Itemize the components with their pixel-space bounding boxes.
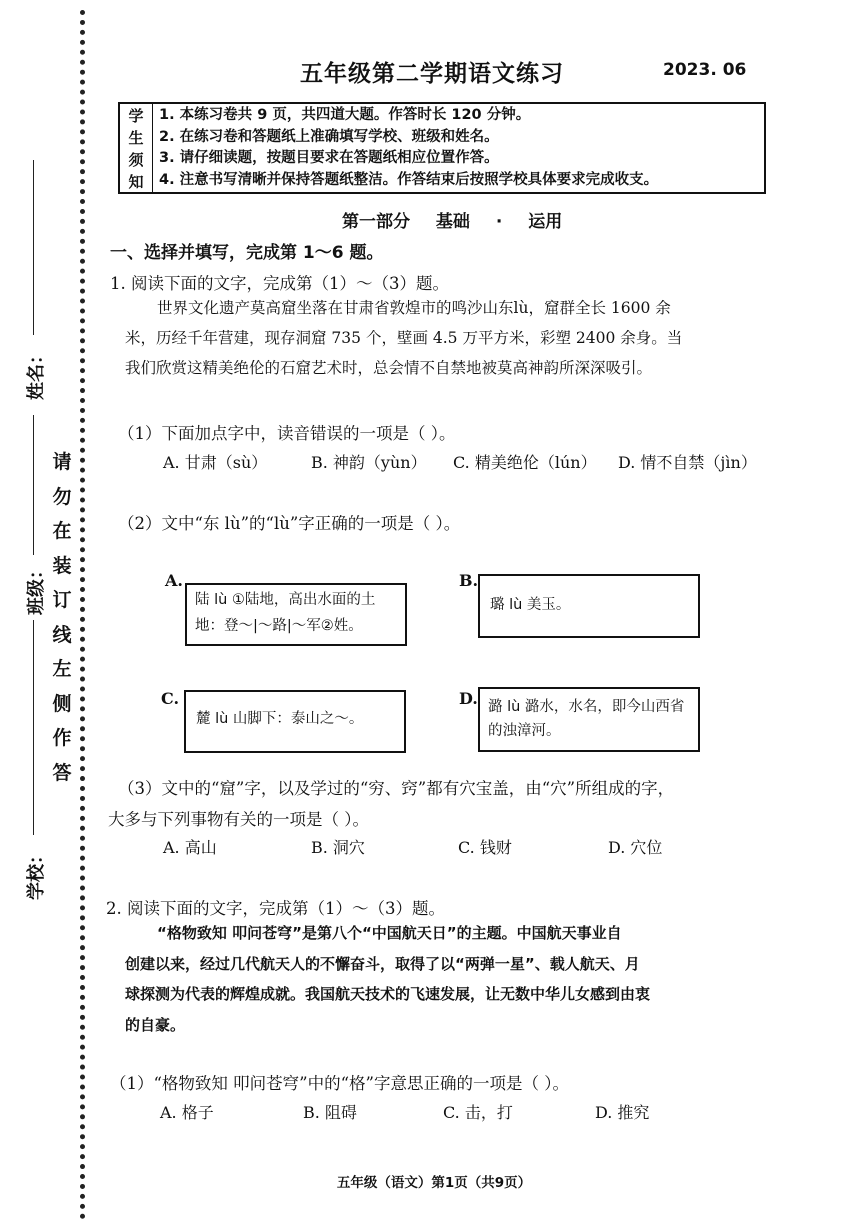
- box-d-text: 潞 lù 潞水，水名，即今山西省的浊漳河。: [488, 699, 685, 739]
- warning-char: 侧: [52, 692, 72, 715]
- page-footer: 五年级（语文）第1页（共9页）: [336, 1175, 532, 1191]
- box-a-letter: A.: [165, 571, 183, 590]
- student-notice-box: [118, 102, 766, 194]
- q1-sub2-stem: （2）文中“东 lù”的“lù”字正确的一项是（ ）。: [118, 514, 461, 533]
- passage-line: 我们欣赏这精美绝伦的石窟艺术时，总会情不自禁地被莫高神韵所深深吸引。: [125, 359, 653, 377]
- binding-dotted-line: [80, 10, 85, 1220]
- warning-char: 答: [52, 761, 72, 784]
- notice-items: [153, 104, 764, 192]
- q1-sub1-options: [163, 450, 783, 474]
- option-d[interactable]: D. 穴位: [608, 838, 663, 857]
- q1-sub1-stem: （1）下面加点字中，读音错误的一项是（ ）。: [118, 424, 456, 443]
- name-fill-line[interactable]: [33, 160, 34, 335]
- passage-line: 创建以来，经过几代航天人的不懈奋斗，取得了以“两弹一星”、载人航天、月: [125, 954, 640, 973]
- notice-heading-char: 学: [128, 106, 144, 125]
- passage-line: 米，历经千年营建，现存洞窟 735 个，壁画 4.5 万平方米，彩塑 2400 余身。当: [125, 329, 683, 347]
- notice-heading-char: 知: [128, 172, 144, 191]
- class-label: 班级：: [26, 561, 47, 615]
- q2-stem: 2. 阅读下面的文字，完成第（1）～（3）题。: [106, 899, 445, 918]
- school-fill-line[interactable]: [33, 620, 34, 835]
- notice-item: 1. 本练习卷共 9 页，共四道大题。作答时长 120 分钟。: [159, 107, 531, 123]
- warning-char: 在: [52, 520, 72, 542]
- box-c-letter: C.: [161, 689, 180, 708]
- option-c[interactable]: C. 钱财: [458, 838, 512, 857]
- warning-char: 作: [52, 727, 72, 749]
- q1-sub3-options: [163, 835, 723, 859]
- notice-item: 2. 在练习卷和答题纸上准确填写学校、班级和姓名。: [159, 128, 499, 145]
- option-b[interactable]: B. 神韵（yùn）: [311, 453, 427, 472]
- box-d-letter: D.: [459, 689, 478, 708]
- box-b-text: 璐 lù 美玉。: [490, 597, 571, 613]
- page-title: 五年级第二学期语文练习: [300, 61, 564, 87]
- warning-char: 装: [52, 554, 72, 577]
- notice-item: 4. 注意书写清晰并保持答题纸整洁。作答结束后按照学校具体要求完成收支。: [159, 171, 659, 188]
- option-box-d[interactable]: [478, 687, 700, 752]
- warning-char: 订: [52, 589, 72, 611]
- q1-passage: [125, 293, 785, 383]
- q2-sub1-options: [160, 1100, 720, 1124]
- box-a-text: 陆 lù ①陆地，高出水面的土地：登～|～路|～军②姓。: [195, 592, 376, 634]
- option-a[interactable]: A. 甘肃（sù）: [163, 453, 268, 472]
- section-heading: 一、选择并填写，完成第 1～6 题。: [110, 243, 384, 263]
- q1-sub3-stem-line1: （3）文中的“窟”字，以及学过的“穷、窍”都有穴宝盖，由“穴”所组成的字，: [118, 779, 675, 798]
- option-b[interactable]: B. 阻碍: [303, 1103, 357, 1122]
- warning-char: 勿: [52, 485, 72, 508]
- option-a[interactable]: A. 格子: [160, 1103, 214, 1122]
- passage-line: 的自豪。: [125, 1015, 186, 1034]
- option-box-c[interactable]: [184, 690, 406, 753]
- passage-line: 世界文化遗产莫高窟坐落在甘肃省敦煌市的鸣沙山东lù，窟群全长 1600 余: [157, 299, 671, 317]
- warning-char: 左: [52, 658, 72, 680]
- part-title: 第一部分 基础 · 运用: [342, 212, 563, 232]
- box-b-letter: B.: [459, 571, 479, 590]
- warning-char: 请: [52, 451, 72, 473]
- q2-passage: [125, 918, 785, 1040]
- q1-sub3-stem-line2: 大多与下列事物有关的一项是（ ）。: [108, 810, 369, 829]
- exam-date: 2023. 06: [663, 60, 747, 80]
- option-c[interactable]: C. 精美绝伦（lún）: [453, 453, 597, 472]
- box-c-text: 麓 lù 山脚下：泰山之～。: [196, 711, 364, 727]
- passage-line: “格物致知 叩问苍穹”是第八个“中国航天日”的主题。中国航天事业自: [157, 924, 622, 942]
- option-b[interactable]: B. 洞穴: [311, 838, 365, 857]
- option-c[interactable]: C. 击，打: [443, 1103, 513, 1122]
- name-label: 姓名：: [26, 346, 47, 400]
- option-box-b[interactable]: [478, 574, 700, 638]
- q2-sub1-stem: （1）“格物致知 叩问苍穹”中的“格”字意思正确的一项是（ ）。: [110, 1074, 569, 1093]
- option-a[interactable]: A. 高山: [163, 838, 217, 857]
- class-fill-line[interactable]: [33, 415, 34, 555]
- option-d[interactable]: D. 情不自禁（jìn）: [618, 453, 757, 472]
- option-d[interactable]: D. 推究: [595, 1103, 650, 1122]
- notice-heading-char: 须: [128, 150, 144, 169]
- notice-item: 3. 请仔细读题，按题目要求在答题纸相应位置作答。: [159, 150, 499, 166]
- notice-heading: [120, 104, 153, 192]
- option-box-a[interactable]: [185, 583, 407, 646]
- q1-stem: 1. 阅读下面的文字，完成第（1）～（3）题。: [110, 274, 449, 293]
- warning-char: 线: [52, 623, 72, 646]
- school-label: 学校：: [26, 846, 47, 900]
- notice-heading-char: 生: [128, 128, 144, 147]
- passage-line: 球探测为代表的辉煌成就。我国航天技术的飞速发展，让无数中华儿女感到由衷: [125, 985, 651, 1003]
- binding-warning: [50, 445, 74, 790]
